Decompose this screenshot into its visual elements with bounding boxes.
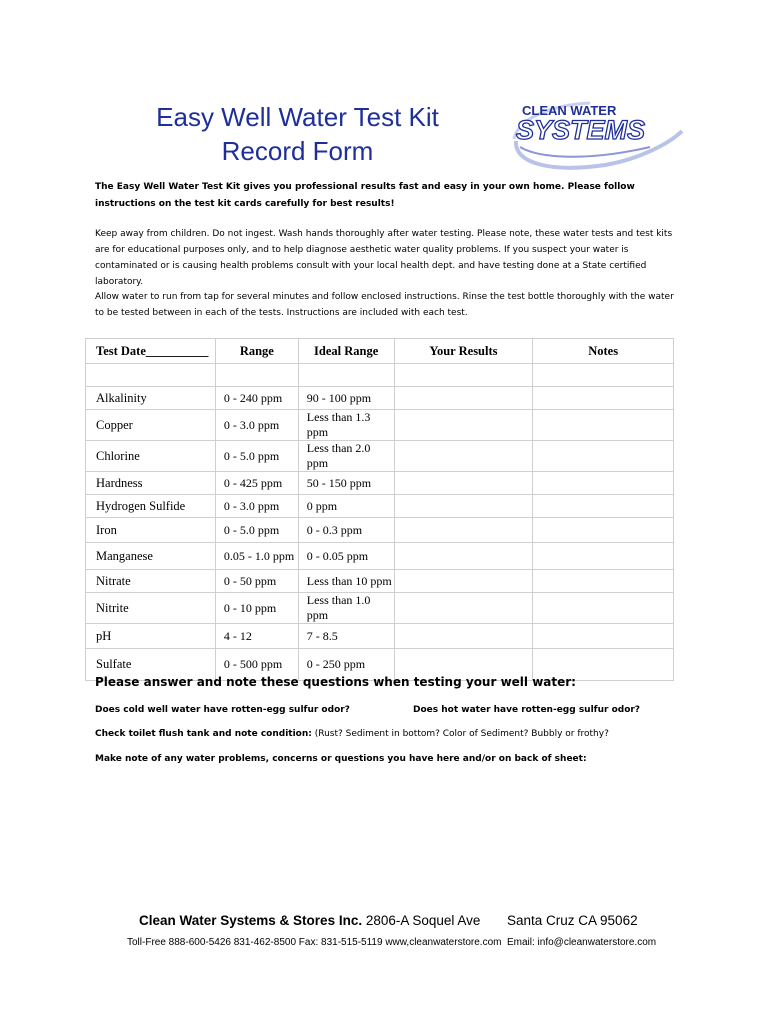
intro-bold-paragraph: The Easy Well Water Test Kit gives you professional results fast and easy in your own home. Please follow instructions on the test kit cards carefully for best results! xyxy=(95,182,635,209)
footer-company-line xyxy=(139,913,480,928)
test-range: 0 - 500 ppm xyxy=(215,649,298,681)
table-row xyxy=(86,570,674,593)
test-name: Sulfate xyxy=(86,649,216,681)
test-range: 0 - 425 ppm xyxy=(215,472,298,495)
your-result-cell[interactable] xyxy=(394,441,533,472)
notes-cell[interactable] xyxy=(533,472,674,495)
test-name: Iron xyxy=(86,518,216,543)
test-range: 4 - 12 xyxy=(215,624,298,649)
header-your-results: Your Results xyxy=(394,339,533,364)
question-toilet-label: Check toilet flush tank and note condition: xyxy=(95,729,312,739)
table-row xyxy=(86,472,674,495)
test-ideal-range: Less than 2.0 ppm xyxy=(298,441,394,472)
notes-cell[interactable] xyxy=(533,410,674,441)
notes-cell[interactable] xyxy=(533,543,674,570)
table-row xyxy=(86,410,674,441)
test-ideal-range: Less than 1.3 ppm xyxy=(298,410,394,441)
header-notes: Notes xyxy=(533,339,674,364)
test-ideal-range: Less than 10 ppm xyxy=(298,570,394,593)
test-name: Nitrite xyxy=(86,593,216,624)
question-notes: Make note of any water problems, concerns or questions you have here and/or on back of sheet: xyxy=(95,754,587,764)
table-row xyxy=(86,624,674,649)
notes-cell[interactable] xyxy=(533,624,674,649)
test-range: 0 - 10 ppm xyxy=(215,593,298,624)
test-name: Hardness xyxy=(86,472,216,495)
test-range: 0 - 5.0 ppm xyxy=(215,441,298,472)
table-row xyxy=(86,387,674,410)
notes-cell[interactable] xyxy=(533,593,674,624)
questions-heading: Please answer and note these questions when testing your well water: xyxy=(95,675,576,689)
notes-cell[interactable] xyxy=(533,518,674,543)
notes-cell[interactable] xyxy=(533,387,674,410)
table-row xyxy=(86,518,674,543)
header-range: Range xyxy=(215,339,298,364)
your-result-cell[interactable] xyxy=(394,624,533,649)
footer-phones: Toll-Free 888-600-5426 831-462-8500 Fax: 831-515-5119 www,cleanwaterstore.com xyxy=(127,937,502,948)
test-range: 0 - 240 ppm xyxy=(215,387,298,410)
page-title-line1: Easy Well Water Test Kit xyxy=(156,102,439,132)
page-title-line2: Record Form xyxy=(221,136,374,166)
table-row xyxy=(86,593,674,624)
notes-cell[interactable] xyxy=(533,570,674,593)
notes-cell[interactable] xyxy=(533,441,674,472)
your-result-cell[interactable] xyxy=(394,387,533,410)
test-range: 0 - 5.0 ppm xyxy=(215,518,298,543)
your-result-cell[interactable] xyxy=(394,472,533,495)
your-result-cell[interactable] xyxy=(394,543,533,570)
test-name: Copper xyxy=(86,410,216,441)
question-hot-water: Does hot water have rotten-egg sulfur odor? xyxy=(413,705,641,715)
header-ideal-range: Ideal Range xyxy=(298,339,394,364)
test-name: Manganese xyxy=(86,543,216,570)
test-name: Nitrate xyxy=(86,570,216,593)
test-range: 0 - 50 ppm xyxy=(215,570,298,593)
table-row xyxy=(86,543,674,570)
test-range: 0 - 3.0 ppm xyxy=(215,495,298,518)
test-name: Alkalinity xyxy=(86,387,216,410)
clean-water-systems-logo xyxy=(510,95,685,175)
table-row xyxy=(86,441,674,472)
table-spacer-row xyxy=(86,364,674,387)
test-range: 0 - 3.0 ppm xyxy=(215,410,298,441)
question-toilet-detail: (Rust? Sediment in bottom? Color of Sediment? Bubbly or frothy? xyxy=(311,729,609,739)
footer-city: Santa Cruz CA 95062 xyxy=(507,913,638,928)
test-name: Hydrogen Sulfide xyxy=(86,495,216,518)
logo-main-text: SYSTEMS xyxy=(516,115,646,145)
footer-company: Clean Water Systems & Stores Inc. xyxy=(139,913,363,928)
test-ideal-range: Less than 1.0 ppm xyxy=(298,593,394,624)
table-header-row xyxy=(86,339,674,364)
notes-cell[interactable] xyxy=(533,495,674,518)
your-result-cell[interactable] xyxy=(394,518,533,543)
test-name: pH xyxy=(86,624,216,649)
your-result-cell[interactable] xyxy=(394,410,533,441)
logo-top-text: CLEAN WATER xyxy=(522,103,617,118)
footer-address: 2806-A Soquel Ave xyxy=(362,913,481,928)
test-results-table xyxy=(85,338,674,681)
your-result-cell[interactable] xyxy=(394,495,533,518)
intro-instructions-paragraph: Allow water to run from tap for several minutes and follow enclosed instructions. Rinse the test bottle thoroughly with the water to be tested between in each of the tests. Instructions are included with each test. xyxy=(95,292,674,318)
test-ideal-range: 0 - 250 ppm xyxy=(298,649,394,681)
test-ideal-range: 50 - 150 ppm xyxy=(298,472,394,495)
test-ideal-range: 0 - 0.05 ppm xyxy=(298,543,394,570)
question-cold-water: Does cold well water have rotten-egg sulfur odor? xyxy=(95,705,350,715)
your-result-cell[interactable] xyxy=(394,593,533,624)
table-row xyxy=(86,495,674,518)
header-test-date[interactable]: Test Date__________ xyxy=(86,339,216,364)
footer-email: Email: info@cleanwaterstore.com xyxy=(507,937,657,948)
test-ideal-range: 0 - 0.3 ppm xyxy=(298,518,394,543)
your-result-cell[interactable] xyxy=(394,570,533,593)
test-name: Chlorine xyxy=(86,441,216,472)
test-ideal-range: 0 ppm xyxy=(298,495,394,518)
test-ideal-range: 7 - 8.5 xyxy=(298,624,394,649)
test-ideal-range: 90 - 100 ppm xyxy=(298,387,394,410)
question-toilet xyxy=(95,729,609,739)
intro-safety-paragraph: Keep away from children. Do not ingest. Wash hands thoroughly after water testing. Please note, these water tests and test kits are for educational purposes only, and to help diagnose aesthetic water quality problems. If you suspect your water is contaminated or is causing health problems consult with your local health dept. and have testing done at a State certified laboratory. xyxy=(95,229,673,287)
test-range: 0.05 - 1.0 ppm xyxy=(215,543,298,570)
